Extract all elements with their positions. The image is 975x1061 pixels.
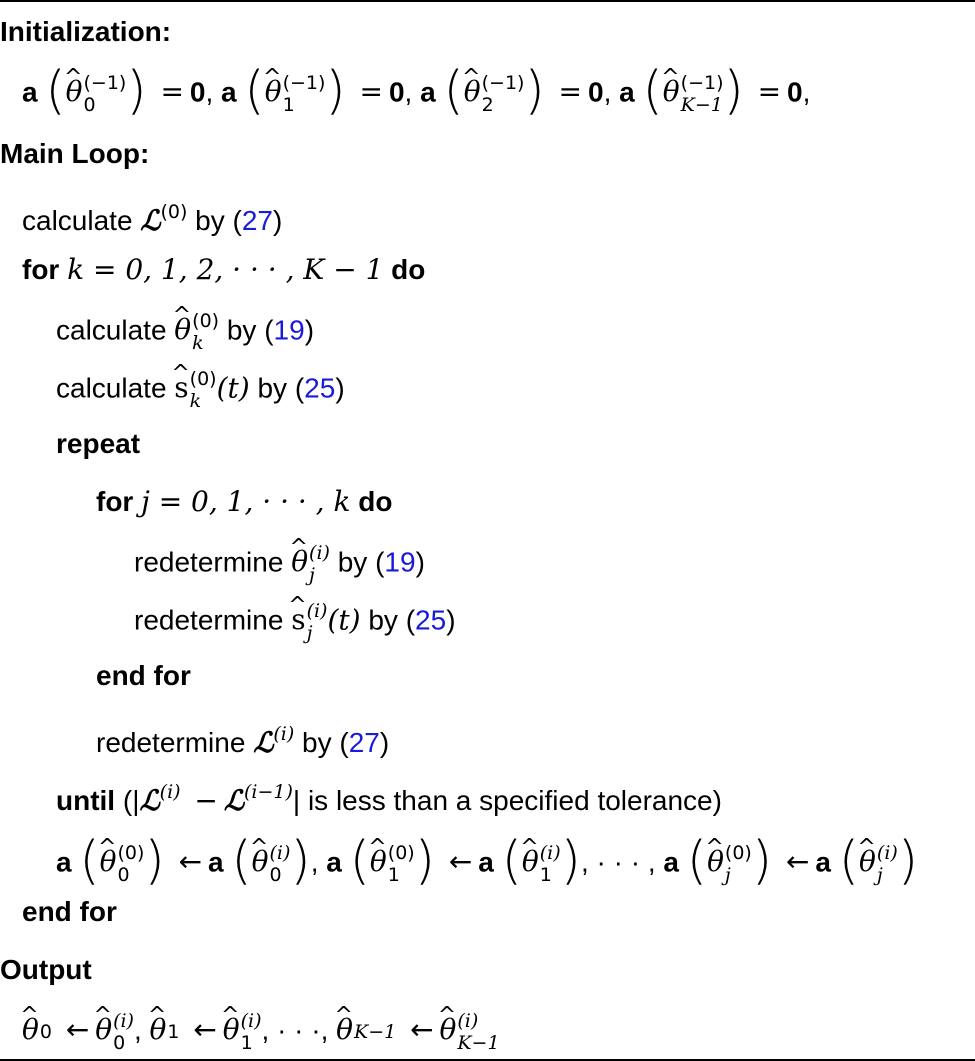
theta-hat: ^ θ [291,544,308,580]
theta-sup: (i) [113,1010,134,1032]
theta-hat: ^ θ [22,1012,39,1048]
redet-L-line [96,716,389,761]
s-script [307,600,328,644]
assign-a: a [478,846,494,878]
init-a-1: a [221,76,237,108]
paren-close: ) [560,831,581,891]
paren-close: ) [723,61,744,121]
theta-sup: (0) [117,842,145,864]
until-sup-1: (i) [159,781,181,803]
theta-hat: ^ θ [439,1012,456,1048]
eq-ref-link[interactable]: 27 [241,205,274,236]
theta-script [118,842,145,886]
close-paren: ) [335,372,345,404]
paren-open: ( [79,831,100,891]
theta-script [270,842,291,886]
output-dots: · · · [277,1014,321,1046]
theta-sub: 1 [387,864,400,886]
zero: 0 [388,76,405,108]
eq-ref-link[interactable]: 19 [384,546,416,578]
theta-sub: j [724,864,731,886]
theta-script [725,842,752,886]
until-keyword: until [56,785,116,816]
init-heading [0,14,171,50]
eq-ref-link[interactable]: 25 [304,372,336,404]
theta-script-0 [84,72,127,116]
paren-close: ) [751,831,773,891]
theta-hat-0: ^ θ [66,74,83,110]
theta-hat: ^ θ [223,1012,240,1048]
theta-sub: K−1 [457,1032,500,1054]
end-for-keyword: end for [22,896,117,927]
theta-sup-2: (−1) [481,72,525,94]
theta-hat: ^ θ [150,1012,167,1048]
theta-sup: (0) [724,842,752,864]
zero: 0 [787,76,803,108]
s-arg: (t) [216,371,250,405]
left-arrow: ← [410,1013,434,1047]
eq-ref-link[interactable]: 19 [273,314,305,346]
s-sub: k [189,390,202,412]
close-paren: ) [304,314,315,346]
redet-L-text: redetermine [96,727,246,758]
script-L: ℒ [140,204,161,237]
assign-a: a [815,846,831,878]
s-hat: ^ s [174,370,188,406]
close-paren: ) [446,604,456,636]
script-L: ℒ [139,784,160,817]
paren-open: ( [45,61,66,121]
assign-a: a [326,846,342,878]
theta-sub-3: K−1 [680,94,723,116]
theta-sub: j [876,864,883,886]
left-arrow: ← [193,1013,217,1047]
theta-sub: 0 [113,1032,126,1054]
theta-sub-0: 0 [83,94,96,116]
calc-theta-text: calculate [56,314,167,346]
theta-hat: ^ θ [336,1012,353,1048]
theta-sub: 0 [39,1021,52,1043]
theta-sub: j [309,564,315,586]
theta-sup: (i) [876,842,898,864]
close-paren: ) [415,546,425,578]
left-arrow: ← [448,845,473,879]
paren-close: ) [126,61,147,121]
for-k-expr: k = 0, 1, 2, · · · , K − 1 [67,253,384,286]
calc-L-line [22,194,282,239]
theta-script-3 [681,72,724,116]
theta-script [167,1021,179,1043]
theta-script-1 [283,72,326,116]
paren-open: ( [231,831,252,891]
left-arrow: ← [65,1013,90,1047]
s-sub: j [306,622,313,644]
redet-s-text: redetermine [134,604,284,636]
s-hat: ^ s [291,602,305,638]
theta-script [241,1010,262,1054]
for-k-line [22,252,425,288]
theta-hat-2: ^ θ [464,74,481,110]
s-script [190,368,217,412]
theta-sub: 1 [240,1032,253,1054]
theta-sub: 0 [117,864,130,886]
zero: 0 [588,76,604,108]
close-paren: ) [273,205,283,236]
end-for-inner [96,658,191,694]
theta-sub: 1 [167,1021,180,1043]
theta-sup: (i) [457,1010,479,1032]
for-keyword: for [22,254,60,285]
paren-close: ) [290,831,311,891]
paren-open: ( [642,61,663,121]
end-for-outer [22,894,117,930]
theta-script [40,1021,52,1043]
theta-script [388,842,415,886]
paren-open: ( [244,61,265,121]
theta-script [457,1010,499,1054]
theta-sup: (i) [269,842,291,864]
until-sup-2: (i−1) [243,781,293,803]
main-loop-heading [0,136,149,172]
assign-line: a (^ θ (0) 0 ) ← a (^ θ (i) 0 ), a (^ θ (0) 1 ) ← a (^ θ (i) 1 ), · · · , a (^ θ (0) j ) ← a (^ θ (i) j ) [56,842,918,886]
equals: = [160,75,184,109]
by-text: by ( [302,727,349,758]
theta-sub: k [192,332,204,354]
equals: = [359,75,383,109]
repeat-line [56,426,140,462]
zero: 0 [189,76,206,108]
paren-open: ( [349,831,370,891]
init-heading-text: Initialization: [0,16,172,47]
theta-hat: ^ θ [370,844,387,880]
main-loop-heading-text: Main Loop: [0,138,150,169]
s-sup: (i) [306,600,328,622]
for-keyword: for [96,486,134,517]
paren-close: ) [144,831,165,891]
calc-s-text: calculate [56,372,167,404]
paren-close: ) [414,831,435,891]
paren-close: ) [325,61,346,121]
theta-hat-3: ^ θ [663,74,680,110]
paren-open: ( [443,61,464,121]
script-L: ℒ [223,784,244,817]
theta-sub: K−1 [354,1021,397,1043]
close-paren: ) [379,727,390,758]
do-keyword: do [358,486,393,517]
theta-sup: (0) [387,842,415,864]
theta-sup-1: (−1) [282,72,326,94]
assign-a: a [56,846,72,878]
redet-theta-line [134,542,425,586]
output-heading-text: Output [0,954,92,985]
until-line [56,774,722,819]
end-for-keyword: end for [96,660,191,691]
by-text: by ( [257,372,305,404]
eq-ref-link[interactable]: 27 [348,727,380,758]
init-a-0: a [22,76,38,108]
theta-hat: ^ θ [522,844,539,880]
calc-L-sup: (0) [160,201,188,223]
for-j-expr: j = 0, 1, · · · , k [141,485,351,518]
paren-close: ) [524,61,545,121]
theta-script [309,542,330,586]
theta-hat: ^ θ [95,1012,112,1048]
until-rest: | is less than a specified tolerance) [292,785,722,816]
left-arrow: ← [178,845,202,879]
theta-sub-1: 1 [282,94,295,116]
theta-script-2 [482,72,525,116]
eq-ref-link[interactable]: 25 [415,604,447,636]
theta-hat: ^ θ [707,844,724,880]
paren-open: ( [686,831,708,891]
minus: − [194,784,218,817]
theta-sup: (0) [192,310,220,332]
theta-script [113,1010,134,1054]
s-sup: (0) [189,368,217,390]
theta-sup-0: (−1) [83,72,127,94]
by-text: by ( [226,314,274,346]
paren-close: ) [897,831,919,891]
assign-a: a [663,846,679,878]
by-text: by ( [368,604,416,636]
redet-theta-text: redetermine [134,546,284,578]
assign-sep: , · · · , [580,846,656,878]
theta-script [354,1021,396,1043]
calc-L-text: calculate [22,205,133,236]
theta-sub-2: 2 [481,94,494,116]
calc-s-line [56,368,345,412]
theta-sup: (i) [309,542,330,564]
equals: = [558,75,582,109]
output-heading [0,952,92,988]
left-arrow: ← [785,845,810,879]
paren-open: ( [838,831,860,891]
theta-hat: ^ θ [100,844,117,880]
theta-sup: (i) [240,1010,262,1032]
do-keyword: do [391,254,426,285]
init-a-3: a [619,76,635,108]
until-open: (| [122,785,140,816]
theta-script [192,310,219,354]
init-a-2: a [420,76,436,108]
theta-sup-3: (−1) [680,72,724,94]
script-L: ℒ [253,726,274,759]
equals: = [757,75,782,109]
by-text: by ( [195,205,242,236]
theta-sub: 0 [269,864,282,886]
by-text: by ( [337,546,385,578]
s-arg: (t) [327,603,361,637]
theta-script [540,842,561,886]
redet-L-sup: (i) [273,723,295,745]
redet-s-line [134,600,456,644]
for-j-line [96,484,392,520]
theta-sup: (i) [539,842,561,864]
paren-open: ( [501,831,522,891]
calc-theta-line [56,310,314,354]
theta-hat: ^ θ [252,844,269,880]
init-expression: a (^ θ (−1) 0 ) = 0, a (^ θ (−1) 1 ) = 0, a (^ θ (−1) 2 ) = 0, a (^ θ (−1) K−1 ) = 0, [22,72,810,116]
repeat-keyword: repeat [56,428,141,459]
theta-hat: ^ θ [859,844,876,880]
theta-sub: 1 [539,864,552,886]
output-line: ^ θ 0 ←^ θ (i) 0 , ^ θ 1 ←^ θ (i) 1 , · · ·, ^ θ K−1 ←^ θ (i) K−1 [22,1010,500,1054]
theta-script [877,842,898,886]
assign-a: a [207,846,224,878]
theta-hat: ^ θ [174,312,191,348]
theta-hat-1: ^ θ [265,74,282,110]
